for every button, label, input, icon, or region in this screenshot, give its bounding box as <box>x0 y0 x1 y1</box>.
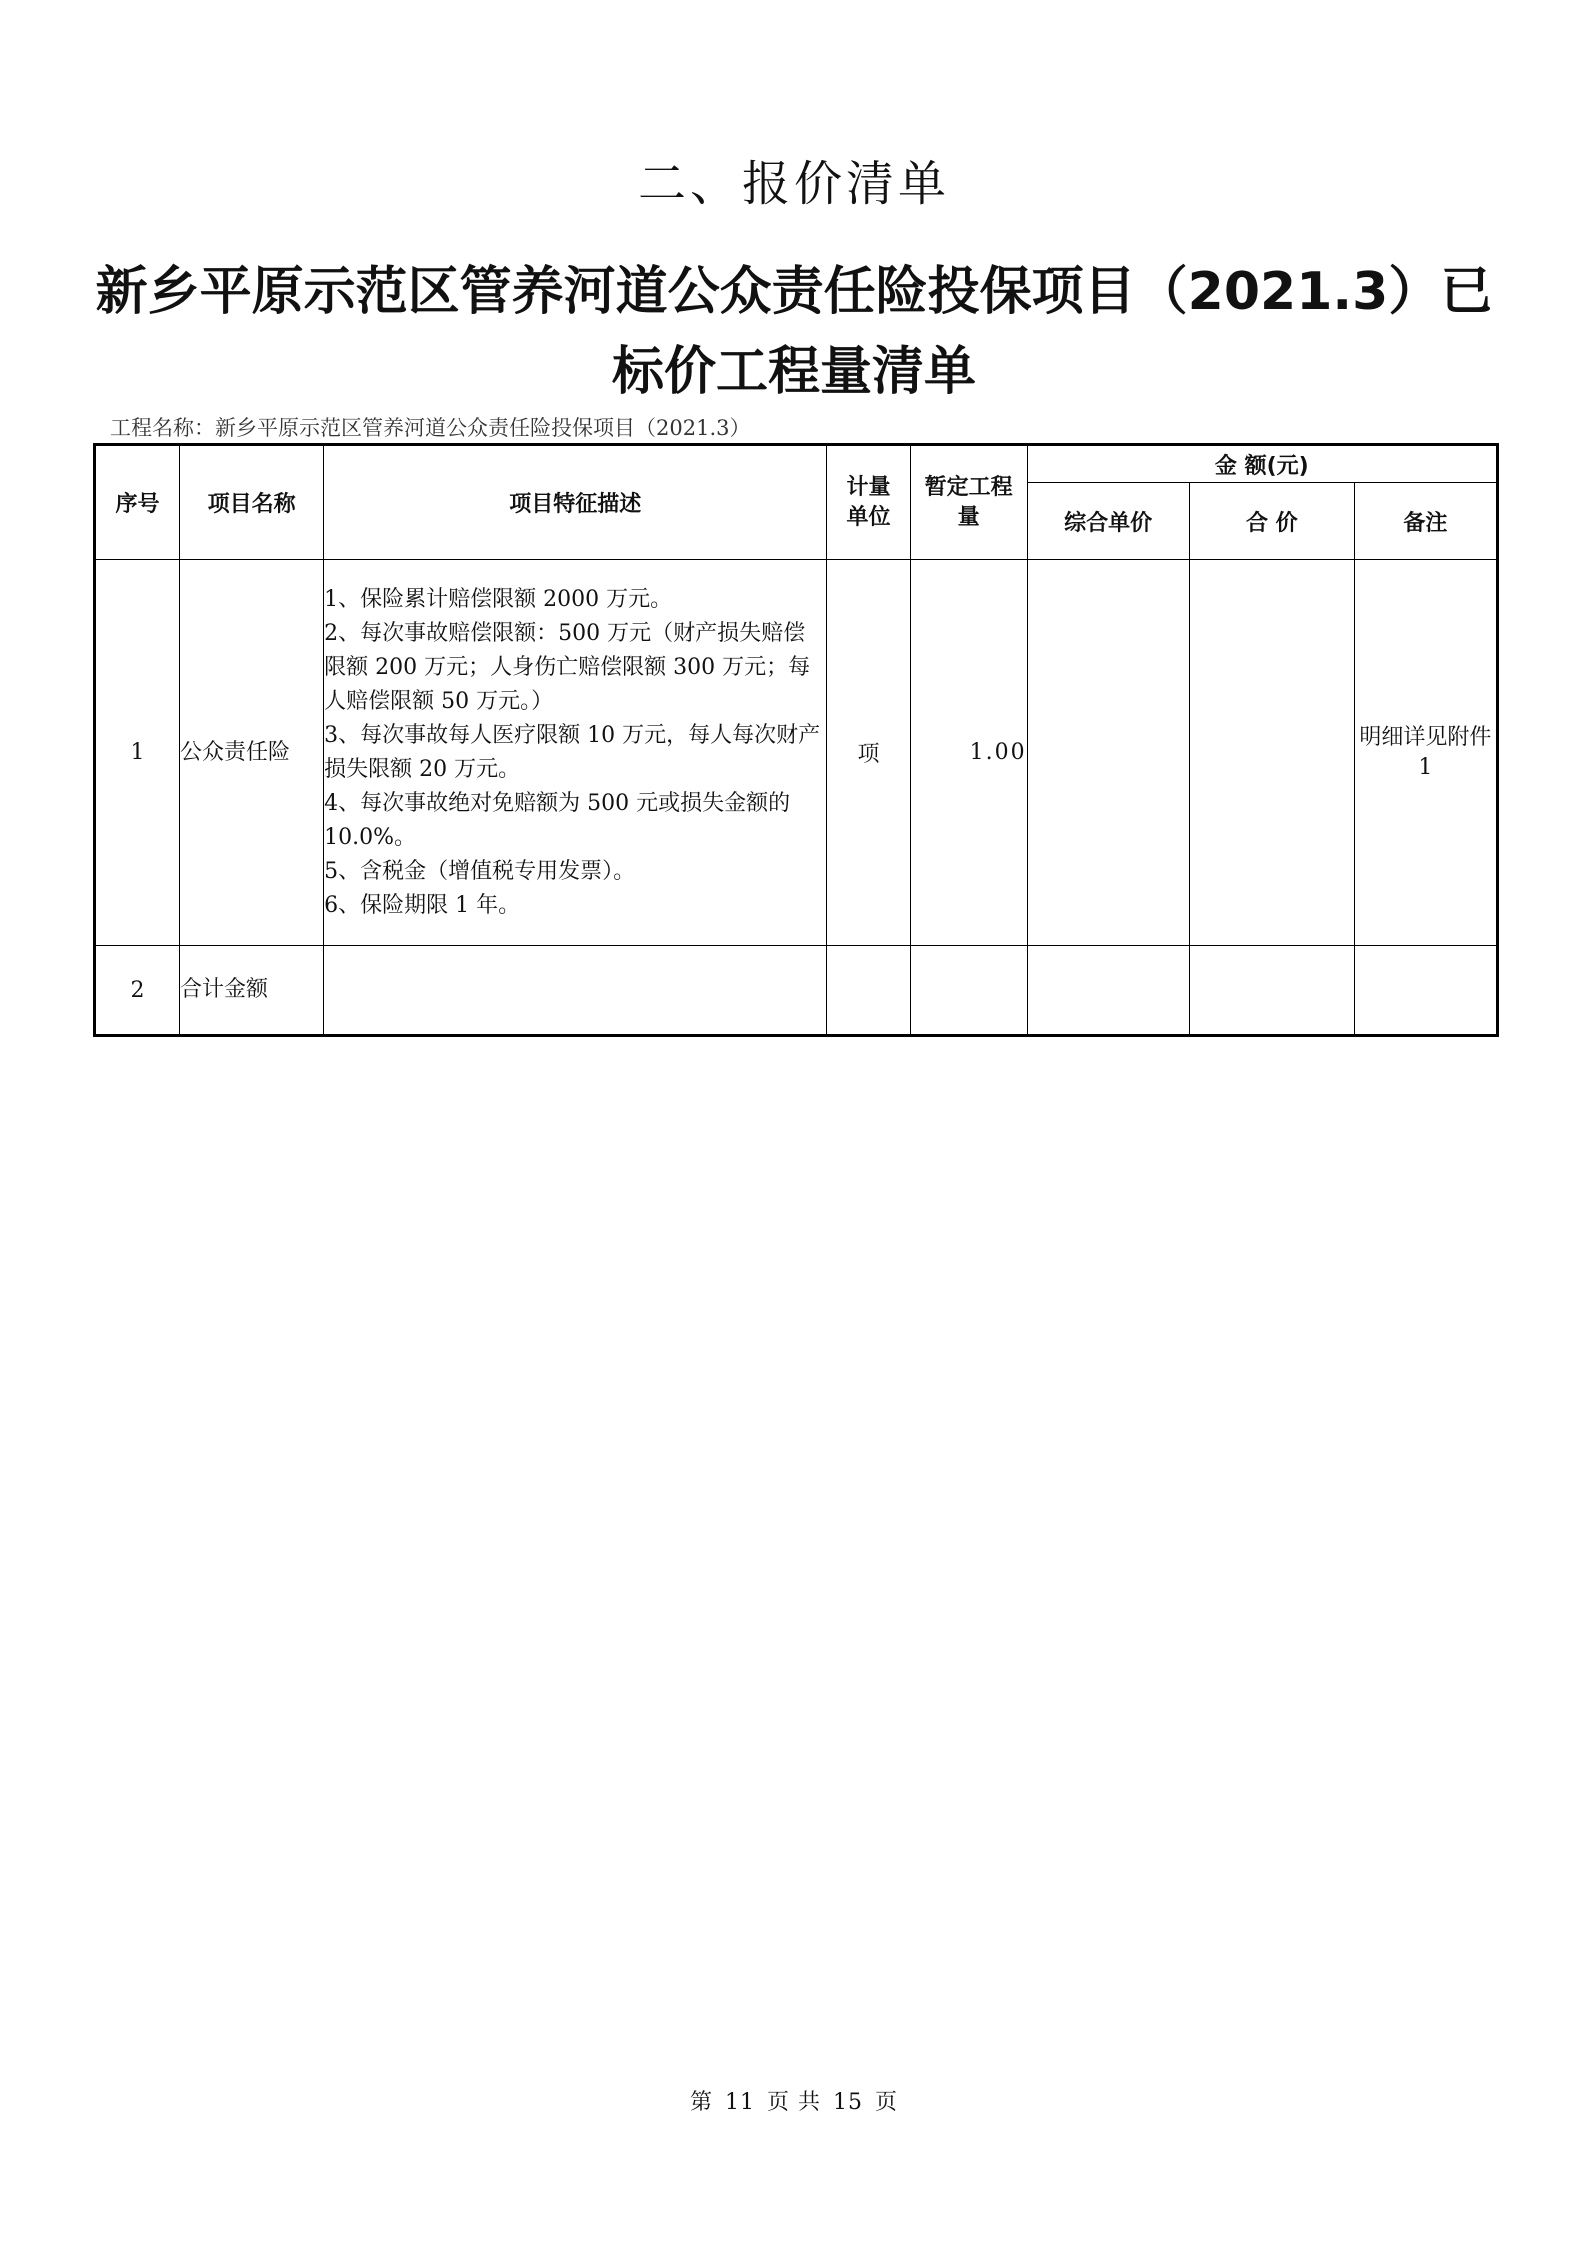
section-title: 二、报价清单 <box>637 156 950 212</box>
table-header-row <box>95 445 1498 483</box>
row-no: 2 <box>95 946 180 1036</box>
row-qty: 1.00 <box>910 560 1027 946</box>
description-line: 2、每次事故赔偿限额：500 万元（财产损失赔偿限额 200 万元；人身伤亡赔偿限额 300 万元；每人赔偿限额 50 万元。） <box>324 620 811 714</box>
project-name-line: 工程名称：新乡平原示范区管养河道公众责任险投保项目（2021.3） <box>110 416 751 440</box>
description-line: 4、每次事故绝对免赔额为 500 元或损失金额的 10.0%。 <box>324 790 791 850</box>
row-name: 公众责任险 <box>180 560 324 946</box>
header-qty: 暂定工程量 <box>910 445 1027 560</box>
description-line: 6、保险期限 1 年。 <box>324 892 521 918</box>
row-description <box>324 560 827 946</box>
header-amount-group: 金 额(元) <box>1027 445 1497 483</box>
row-remark: 明细详见附件 1 <box>1354 560 1497 946</box>
table-row <box>95 946 1498 1036</box>
footer-total-pages: 15 <box>833 2090 863 2115</box>
table-row <box>95 560 1498 946</box>
row-total <box>1189 946 1354 1036</box>
quotation-table <box>93 443 1499 1037</box>
row-unit-price <box>1027 560 1189 946</box>
header-unit-price: 综合单价 <box>1027 483 1189 560</box>
footer-mid: 页 共 <box>767 2090 821 2115</box>
document-title-line-2: 标价工程量清单 <box>611 342 976 402</box>
footer-page-number: 11 <box>725 2090 755 2115</box>
document-title <box>90 252 1498 412</box>
footer-suffix: 页 <box>875 2090 899 2115</box>
row-qty <box>910 946 1027 1036</box>
page-footer <box>0 2085 1588 2116</box>
row-total <box>1189 560 1354 946</box>
row-description <box>324 946 827 1036</box>
document-title-line-1: 新乡平原示范区管养河道公众责任险投保项目（2021.3）已 <box>95 262 1493 322</box>
header-no: 序号 <box>95 445 180 560</box>
row-unit: 项 <box>827 560 910 946</box>
header-remark: 备注 <box>1354 483 1497 560</box>
header-total: 合 价 <box>1189 483 1354 560</box>
footer-prefix: 第 <box>689 2090 713 2115</box>
description-line: 5、含税金（增值税专用发票）。 <box>324 858 636 884</box>
header-unit: 计量单位 <box>827 445 910 560</box>
row-unit-price <box>1027 946 1189 1036</box>
row-no: 1 <box>95 560 180 946</box>
header-name: 项目名称 <box>180 445 324 560</box>
row-remark <box>1354 946 1497 1036</box>
row-name: 合计金额 <box>180 946 324 1036</box>
row-unit <box>827 946 910 1036</box>
description-line: 1、保险累计赔偿限额 2000 万元。 <box>324 586 673 612</box>
description-line: 3、每次事故每人医疗限额 10 万元，每人每次财产损失限额 20 万元。 <box>324 722 821 782</box>
header-desc: 项目特征描述 <box>324 445 827 560</box>
